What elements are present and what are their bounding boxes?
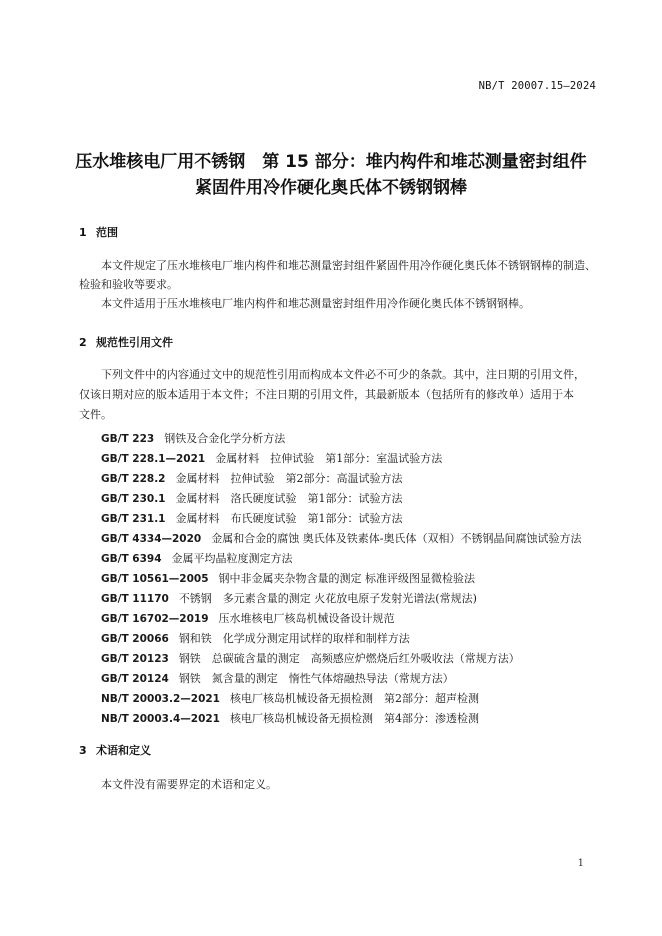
reference-code: GB/T 223 xyxy=(101,433,155,445)
reference-item xyxy=(101,529,611,549)
reference-item xyxy=(101,609,611,629)
reference-code: GB/T 231.1 xyxy=(101,513,166,525)
section-3-heading xyxy=(79,742,151,758)
reference-title: 金属材料 拉伸试验 第2部分：高温试验方法 xyxy=(175,472,403,485)
reference-code: NB/T 20003.2—2021 xyxy=(101,693,220,705)
reference-title: 金属材料 拉伸试验 第1部分：室温试验方法 xyxy=(215,452,443,465)
reference-code: GB/T 230.1 xyxy=(101,493,166,505)
reference-title: 钢铁及合金化学分析方法 xyxy=(164,432,286,445)
section-2-intro-line-2: 仅该日期对应的版本适用于本文件；不注日期的引用文件，其最新版本（包括所有的修改单）适用于本 xyxy=(79,388,574,401)
reference-item xyxy=(101,629,611,649)
reference-code: GB/T 10561—2005 xyxy=(101,573,209,585)
reference-code: GB/T 11170 xyxy=(101,593,169,605)
section-3-paragraph-1: 本文件没有需要界定的术语和定义。 xyxy=(101,778,277,791)
reference-title: 金属材料 布氏硬度试验 第1部分：试验方法 xyxy=(175,512,403,525)
reference-code: GB/T 16702—2019 xyxy=(101,613,209,625)
reference-title: 钢中非金属夹杂物含量的测定 标准评级图显微检验法 xyxy=(218,572,476,585)
reference-code: GB/T 228.1—2021 xyxy=(101,453,206,465)
reference-code: GB/T 4334—2020 xyxy=(101,533,202,545)
reference-title: 金属和合金的腐蚀 奥氏体及铁素体-奥氏体（双相）不锈钢晶间腐蚀试验方法 xyxy=(211,532,582,545)
reference-item xyxy=(101,449,611,469)
reference-title: 不锈钢 多元素含量的测定 火花放电原子发射光谱法(常规法) xyxy=(178,592,477,605)
reference-title: 金属材料 洛氏硬度试验 第1部分：试验方法 xyxy=(175,492,403,505)
page-number: 1 xyxy=(577,858,584,869)
reference-title: 钢和铁 化学成分测定用试样的取样和制样方法 xyxy=(178,632,410,645)
section-number: 3 xyxy=(79,744,87,757)
reference-title: 金属平均晶粒度测定方法 xyxy=(171,552,293,565)
document-title-line-1: 压水堆核电厂用不锈钢 第 15 部分：堆内构件和堆芯测量密封组件 xyxy=(75,152,587,172)
reference-code: GB/T 20124 xyxy=(101,673,169,685)
reference-title: 钢铁 氮含量的测定 惰性气体熔融热导法（常规方法） xyxy=(178,672,454,685)
reference-item xyxy=(101,469,611,489)
section-1-paragraph-2: 本文件适用于压水堆核电厂堆内构件和堆芯测量密封组件用冷作硬化奥氏体不锈钢钢棒。 xyxy=(101,297,530,310)
reference-item xyxy=(101,689,611,709)
normative-reference-list xyxy=(101,429,611,729)
reference-code: GB/T 6394 xyxy=(101,553,162,565)
reference-title: 核电厂核岛机械设备无损检测 第2部分：超声检测 xyxy=(230,692,479,705)
reference-code: GB/T 20066 xyxy=(101,633,169,645)
reference-item xyxy=(101,709,611,729)
section-2-heading xyxy=(79,334,173,350)
reference-title: 钢铁 总碳硫含量的测定 高频感应炉燃烧后红外吸收法（常规方法） xyxy=(178,652,520,665)
reference-title: 压水堆核电厂核岛机械设备设计规范 xyxy=(218,612,395,625)
standard-code: NB/T 20007.15—2024 xyxy=(478,80,596,92)
reference-item xyxy=(101,669,611,689)
section-title: 术语和定义 xyxy=(96,744,151,757)
section-2-intro-line-3: 文件。 xyxy=(79,408,112,421)
section-1-paragraph-1: 本文件规定了压水堆核电厂堆内构件和堆芯测量密封组件紧固件用冷作硬化奥氏体不锈钢钢棒的制造、检验和验收等要求。 xyxy=(79,259,596,291)
reference-item xyxy=(101,489,611,509)
reference-item xyxy=(101,549,611,569)
section-number: 1 xyxy=(79,226,87,239)
section-number: 2 xyxy=(79,336,87,349)
reference-code: GB/T 20123 xyxy=(101,653,169,665)
reference-item xyxy=(101,589,611,609)
reference-title: 核电厂核岛机械设备无损检测 第4部分：渗透检测 xyxy=(230,712,479,725)
reference-item xyxy=(101,429,611,449)
document-title-line-2: 紧固件用冷作硬化奥氏体不锈钢钢棒 xyxy=(195,178,467,198)
section-2-intro-line-1: 下列文件中的内容通过文中的规范性引用而构成本文件必不可少的条款。其中，注日期的引用文件， xyxy=(101,368,585,381)
reference-item xyxy=(101,569,611,589)
section-1-heading xyxy=(79,224,118,240)
reference-code: GB/T 228.2 xyxy=(101,473,166,485)
reference-item xyxy=(101,649,611,669)
section-title: 范围 xyxy=(96,226,118,239)
section-title: 规范性引用文件 xyxy=(96,336,173,349)
reference-item xyxy=(101,509,611,529)
reference-code: NB/T 20003.4—2021 xyxy=(101,713,220,725)
